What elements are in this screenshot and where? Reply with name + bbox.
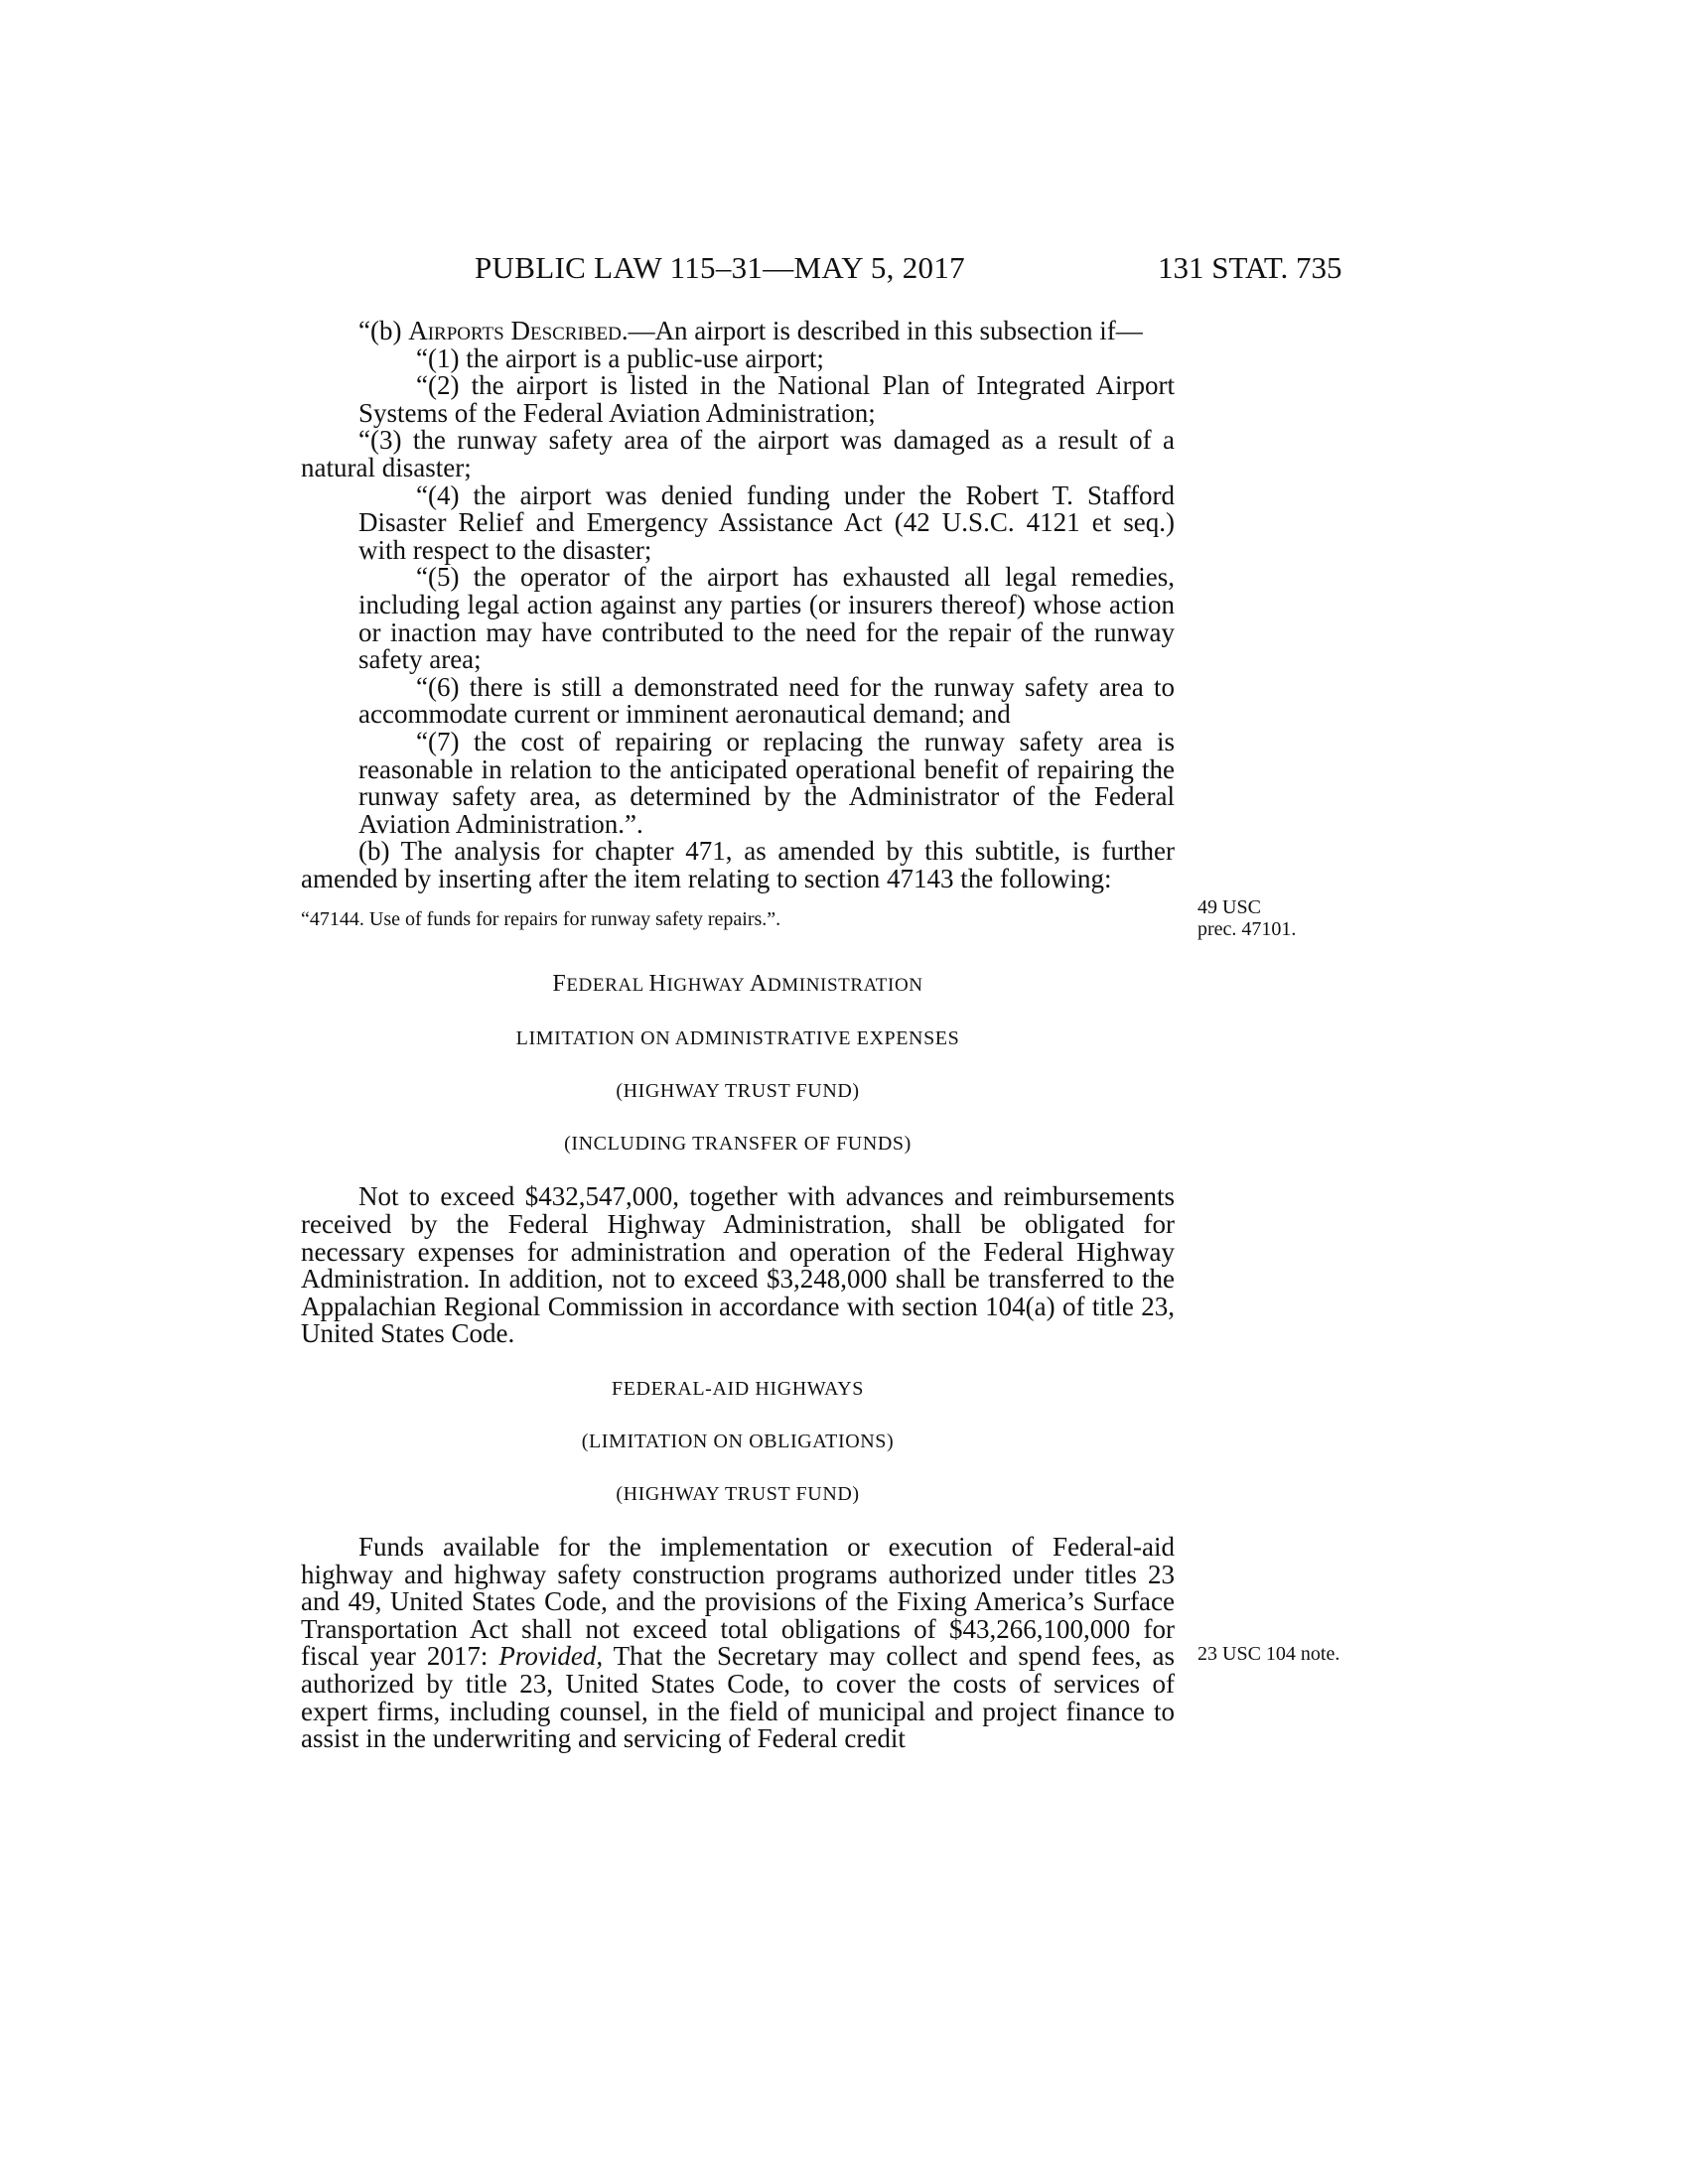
heading-federal-aid-highways: FEDERAL-AID HIGHWAYS [611,1378,865,1401]
header-title: PUBLIC LAW 115–31—MAY 5, 2017 [475,250,965,285]
fah-provided: Provided, [498,1641,604,1672]
page-body [301,318,1175,1753]
list-item-4: “(4) the airport was denied funding under the Robert T. Stafford Disaster Relief and Emergency Assistance Act (42 U.S.C. 4121 et seq.) with respect to the disaster; [358,479,1175,565]
fah-text-2: That the Secretary may collect and spend fees, as authorized by title 23, United States Code, to cover the costs of services of expert firms, including counsel, in the field of municipal and project finance to assist in the underwriting and servicing of Federal credit [301,1641,1175,1754]
list-item-7: “(7) the cost of repairing or replacing the runway safety area is reasonable in relation to the anticipated operational benefit of repairing the runway safety area, as determined by the Administrator of the Federal Aviation Administration.”. [358,726,1175,839]
lead-open: “(b) [358,316,409,345]
fah-text-1: Funds available for the implementation or execution of Federal-aid highway and highway safety construction programs authorized under titles 23 and 49, United States Code, and the provisions of the Fixing America’s Surface Transportation Act shall not exceed total obligations of $43,266,100,000 for fiscal year 2017: [301,1532,1175,1672]
heading-transfer-of-funds: (INCLUDING TRANSFER OF FUNDS) [564,1133,912,1156]
margin-note-49usc [1197,896,1296,940]
fhwa-paragraph: Not to exceed $432,547,000, together with advances and reimbursements received by the Federal Highway Administration, shall be obligated for necessary expenses for administration and operation of the Federal Highway Administration. In addition, not to exceed $3,248,000 shall be transferred to the Appalachian Regional Commission in accordance with section 104(a) of title 23, United States Code. [301,1181,1175,1349]
subsection-b-lead [301,318,1175,345]
heading-highway-trust-fund-1: (HIGHWAY TRUST FUND) [616,1080,860,1103]
agency-word-ederal: EDERAL [566,975,649,997]
margin-note-23usc: 23 USC 104 note. [1197,1643,1340,1665]
heading-limitation-obligations: (LIMITATION ON OBLIGATIONS) [581,1431,895,1453]
agency-heading [301,971,1175,998]
analysis-paragraph: (b) The analysis for chapter 471, as amended by this subtitle, is further amended by inserting after the item relating to section 47143 the following: [301,836,1175,893]
agency-word-dministration: DMINISTRATION [767,975,923,997]
list-item-1: “(1) the airport is a public-use airport; [416,342,824,373]
agency-letter-f: F [552,971,567,998]
agency-word-ighway: IGHWAY [666,975,751,997]
heading-highway-trust-fund-2: (HIGHWAY TRUST FUND) [616,1483,860,1506]
page-header [0,250,1688,290]
lead-smallcaps: Airports Described [408,316,622,345]
analysis-item: “47144. Use of funds for repairs for runway safety repairs.”. [301,908,781,931]
margin-note-49usc-line2: prec. 47101. [1197,918,1297,940]
fah-paragraph [301,1534,1175,1753]
heading-limitation-admin: LIMITATION ON ADMINISTRATIVE EXPENSES [515,1027,960,1050]
header-page-number: 131 STAT. 735 [1158,250,1342,285]
list-item-6: “(6) there is still a demonstrated need for the runway safety area to accommodate current or imminent aeronautical demand; and [358,671,1175,730]
list-item-3: “(3) the runway safety area of the airport was damaged as a result of a natural disaster; [301,425,1175,482]
margin-note-49usc-line1: 49 USC [1197,896,1261,918]
lead-rest: .—An airport is described in this subsection if— [621,316,1143,345]
list-item-5: “(5) the operator of the airport has exhausted all legal remedies, including legal action against any parties (or insurers thereof) whose action or inaction may have contributed to the need for the repair of the runway safety area; [358,562,1175,675]
agency-letter-h: H [648,971,667,998]
agency-letter-a: A [750,971,768,998]
list-item-2: “(2) the airport is listed in the National Plan of Integrated Airport Systems of the Federal Aviation Administration; [358,370,1175,428]
